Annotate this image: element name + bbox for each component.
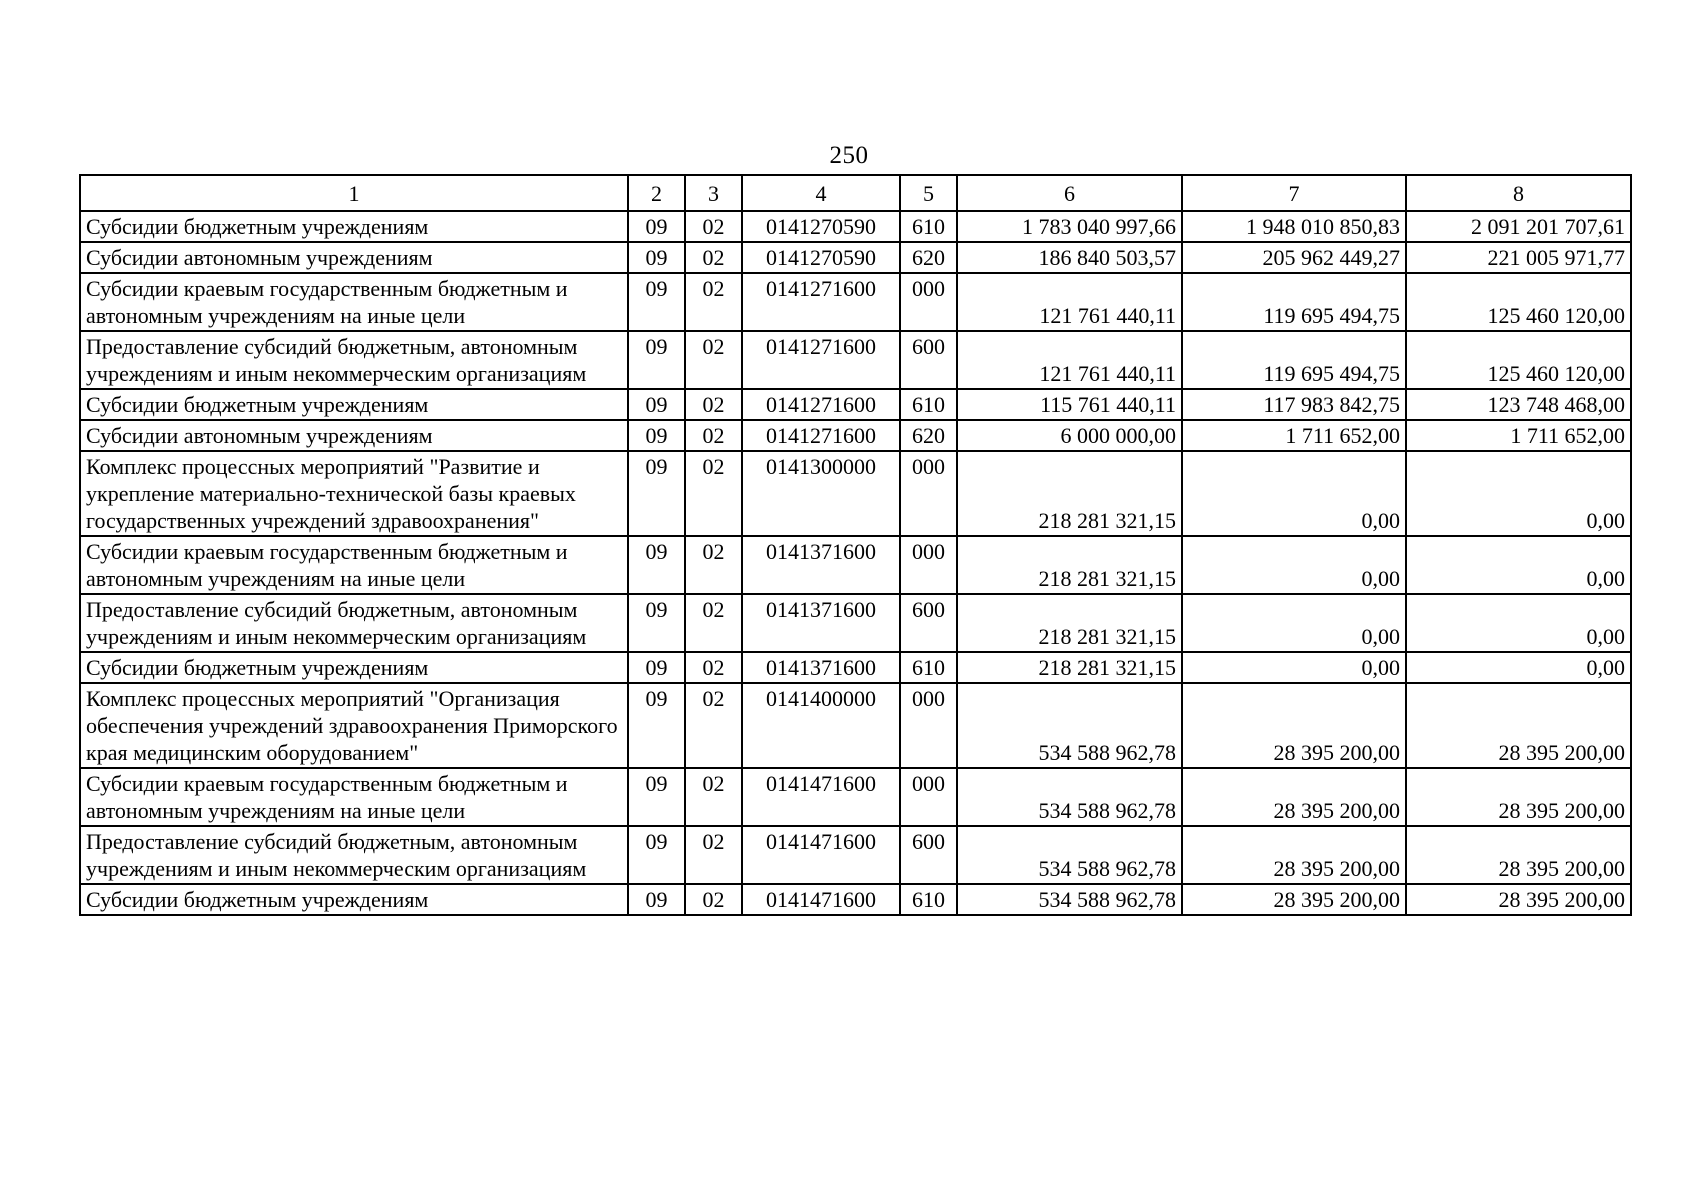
target-article-cell: 0141271600 [742, 389, 900, 420]
section-code-cell: 09 [628, 451, 685, 536]
amount-cell-6: 186 840 503,57 [957, 242, 1182, 273]
row-name-cell: Субсидии бюджетным учреждениям [80, 211, 628, 242]
amount-cell-8: 221 005 971,77 [1406, 242, 1631, 273]
subsection-code-cell: 02 [685, 768, 742, 826]
table-row [80, 768, 1631, 826]
subsection-code-cell: 02 [685, 683, 742, 768]
table-row [80, 451, 1631, 536]
subsection-code-cell: 02 [685, 826, 742, 884]
amount-cell-7: 28 395 200,00 [1182, 683, 1406, 768]
amount-cell-6: 534 588 962,78 [957, 683, 1182, 768]
subsection-code-cell: 02 [685, 242, 742, 273]
amount-cell-8: 0,00 [1406, 536, 1631, 594]
subsection-code-cell: 02 [685, 884, 742, 915]
row-name-cell: Субсидии краевым государственным бюджетным и автономным учреждениям на иные цели [80, 273, 628, 331]
subsection-code-cell: 02 [685, 331, 742, 389]
expense-type-cell: 000 [900, 768, 957, 826]
target-article-cell: 0141270590 [742, 211, 900, 242]
expense-type-cell: 610 [900, 884, 957, 915]
row-name-cell: Предоставление субсидий бюджетным, автономным учреждениям и иным некоммерческим организациям [80, 331, 628, 389]
budget-table [79, 174, 1632, 916]
table-row [80, 652, 1631, 683]
amount-cell-8: 28 395 200,00 [1406, 683, 1631, 768]
amount-cell-6: 1 783 040 997,66 [957, 211, 1182, 242]
amount-cell-6: 218 281 321,15 [957, 451, 1182, 536]
amount-cell-6: 534 588 962,78 [957, 826, 1182, 884]
amount-cell-6: 121 761 440,11 [957, 273, 1182, 331]
target-article-cell: 0141300000 [742, 451, 900, 536]
amount-cell-8: 125 460 120,00 [1406, 331, 1631, 389]
amount-cell-6: 218 281 321,15 [957, 536, 1182, 594]
amount-cell-7: 0,00 [1182, 594, 1406, 652]
expense-type-cell: 600 [900, 594, 957, 652]
target-article-cell: 0141471600 [742, 826, 900, 884]
amount-cell-7: 28 395 200,00 [1182, 768, 1406, 826]
target-article-cell: 0141271600 [742, 331, 900, 389]
amount-cell-8: 2 091 201 707,61 [1406, 211, 1631, 242]
table-row [80, 273, 1631, 331]
amount-cell-6: 218 281 321,15 [957, 594, 1182, 652]
amount-cell-8: 28 395 200,00 [1406, 768, 1631, 826]
row-name-cell: Субсидии автономным учреждениям [80, 420, 628, 451]
section-code-cell: 09 [628, 389, 685, 420]
table-row [80, 826, 1631, 884]
amount-cell-7: 0,00 [1182, 536, 1406, 594]
header-cell: 7 [1182, 175, 1406, 211]
amount-cell-7: 28 395 200,00 [1182, 826, 1406, 884]
target-article-cell: 0141371600 [742, 594, 900, 652]
amount-cell-8: 0,00 [1406, 594, 1631, 652]
table-row [80, 536, 1631, 594]
amount-cell-7: 1 948 010 850,83 [1182, 211, 1406, 242]
subsection-code-cell: 02 [685, 420, 742, 451]
table-row [80, 594, 1631, 652]
expense-type-cell: 610 [900, 652, 957, 683]
amount-cell-7: 1 711 652,00 [1182, 420, 1406, 451]
section-code-cell: 09 [628, 420, 685, 451]
section-code-cell: 09 [628, 331, 685, 389]
table-row [80, 242, 1631, 273]
amount-cell-7: 0,00 [1182, 652, 1406, 683]
row-name-cell: Субсидии бюджетным учреждениям [80, 652, 628, 683]
expense-type-cell: 600 [900, 826, 957, 884]
subsection-code-cell: 02 [685, 211, 742, 242]
row-name-cell: Субсидии краевым государственным бюджетным и автономным учреждениям на иные цели [80, 768, 628, 826]
row-name-cell: Предоставление субсидий бюджетным, автономным учреждениям и иным некоммерческим организациям [80, 826, 628, 884]
amount-cell-8: 1 711 652,00 [1406, 420, 1631, 451]
page-number: 250 [829, 142, 869, 169]
table-row [80, 884, 1631, 915]
amount-cell-6: 218 281 321,15 [957, 652, 1182, 683]
table-row [80, 420, 1631, 451]
row-name-cell: Субсидии бюджетным учреждениям [80, 884, 628, 915]
target-article-cell: 0141270590 [742, 242, 900, 273]
target-article-cell: 0141371600 [742, 652, 900, 683]
table-row [80, 211, 1631, 242]
section-code-cell: 09 [628, 768, 685, 826]
row-name-cell: Субсидии бюджетным учреждениям [80, 389, 628, 420]
subsection-code-cell: 02 [685, 389, 742, 420]
amount-cell-6: 6 000 000,00 [957, 420, 1182, 451]
section-code-cell: 09 [628, 683, 685, 768]
expense-type-cell: 000 [900, 683, 957, 768]
section-code-cell: 09 [628, 273, 685, 331]
amount-cell-8: 123 748 468,00 [1406, 389, 1631, 420]
row-name-cell: Предоставление субсидий бюджетным, автономным учреждениям и иным некоммерческим организациям [80, 594, 628, 652]
expense-type-cell: 610 [900, 211, 957, 242]
target-article-cell: 0141271600 [742, 273, 900, 331]
header-cell: 5 [900, 175, 957, 211]
row-name-cell: Комплекс процессных мероприятий "Организация обеспечения учреждений здравоохранения Приморского края медицинским оборудованием" [80, 683, 628, 768]
target-article-cell: 0141471600 [742, 884, 900, 915]
amount-cell-6: 534 588 962,78 [957, 768, 1182, 826]
row-name-cell: Комплекс процессных мероприятий "Развитие и укрепление материально-технической базы краевых государственных учреждений здравоохранения" [80, 451, 628, 536]
table-row [80, 683, 1631, 768]
header-cell: 8 [1406, 175, 1631, 211]
header-row [80, 175, 1631, 211]
amount-cell-8: 0,00 [1406, 652, 1631, 683]
target-article-cell: 0141271600 [742, 420, 900, 451]
amount-cell-8: 0,00 [1406, 451, 1631, 536]
target-article-cell: 0141400000 [742, 683, 900, 768]
header-cell: 3 [685, 175, 742, 211]
subsection-code-cell: 02 [685, 536, 742, 594]
amount-cell-7: 0,00 [1182, 451, 1406, 536]
expense-type-cell: 000 [900, 273, 957, 331]
amount-cell-6: 115 761 440,11 [957, 389, 1182, 420]
amount-cell-6: 121 761 440,11 [957, 331, 1182, 389]
section-code-cell: 09 [628, 652, 685, 683]
subsection-code-cell: 02 [685, 273, 742, 331]
section-code-cell: 09 [628, 536, 685, 594]
expense-type-cell: 000 [900, 451, 957, 536]
section-code-cell: 09 [628, 211, 685, 242]
section-code-cell: 09 [628, 884, 685, 915]
amount-cell-8: 28 395 200,00 [1406, 826, 1631, 884]
section-code-cell: 09 [628, 826, 685, 884]
row-name-cell: Субсидии краевым государственным бюджетным и автономным учреждениям на иные цели [80, 536, 628, 594]
row-name-cell: Субсидии автономным учреждениям [80, 242, 628, 273]
header-cell: 6 [957, 175, 1182, 211]
amount-cell-7: 117 983 842,75 [1182, 389, 1406, 420]
expense-type-cell: 620 [900, 242, 957, 273]
amount-cell-6: 534 588 962,78 [957, 884, 1182, 915]
subsection-code-cell: 02 [685, 594, 742, 652]
subsection-code-cell: 02 [685, 451, 742, 536]
target-article-cell: 0141371600 [742, 536, 900, 594]
amount-cell-8: 28 395 200,00 [1406, 884, 1631, 915]
header-cell: 1 [80, 175, 628, 211]
table-row [80, 389, 1631, 420]
amount-cell-7: 119 695 494,75 [1182, 331, 1406, 389]
amount-cell-7: 205 962 449,27 [1182, 242, 1406, 273]
expense-type-cell: 620 [900, 420, 957, 451]
expense-type-cell: 610 [900, 389, 957, 420]
expense-type-cell: 600 [900, 331, 957, 389]
header-cell: 2 [628, 175, 685, 211]
header-cell: 4 [742, 175, 900, 211]
subsection-code-cell: 02 [685, 652, 742, 683]
section-code-cell: 09 [628, 242, 685, 273]
section-code-cell: 09 [628, 594, 685, 652]
amount-cell-7: 119 695 494,75 [1182, 273, 1406, 331]
table-body [80, 211, 1631, 915]
expense-type-cell: 000 [900, 536, 957, 594]
target-article-cell: 0141471600 [742, 768, 900, 826]
table-row [80, 331, 1631, 389]
amount-cell-7: 28 395 200,00 [1182, 884, 1406, 915]
amount-cell-8: 125 460 120,00 [1406, 273, 1631, 331]
